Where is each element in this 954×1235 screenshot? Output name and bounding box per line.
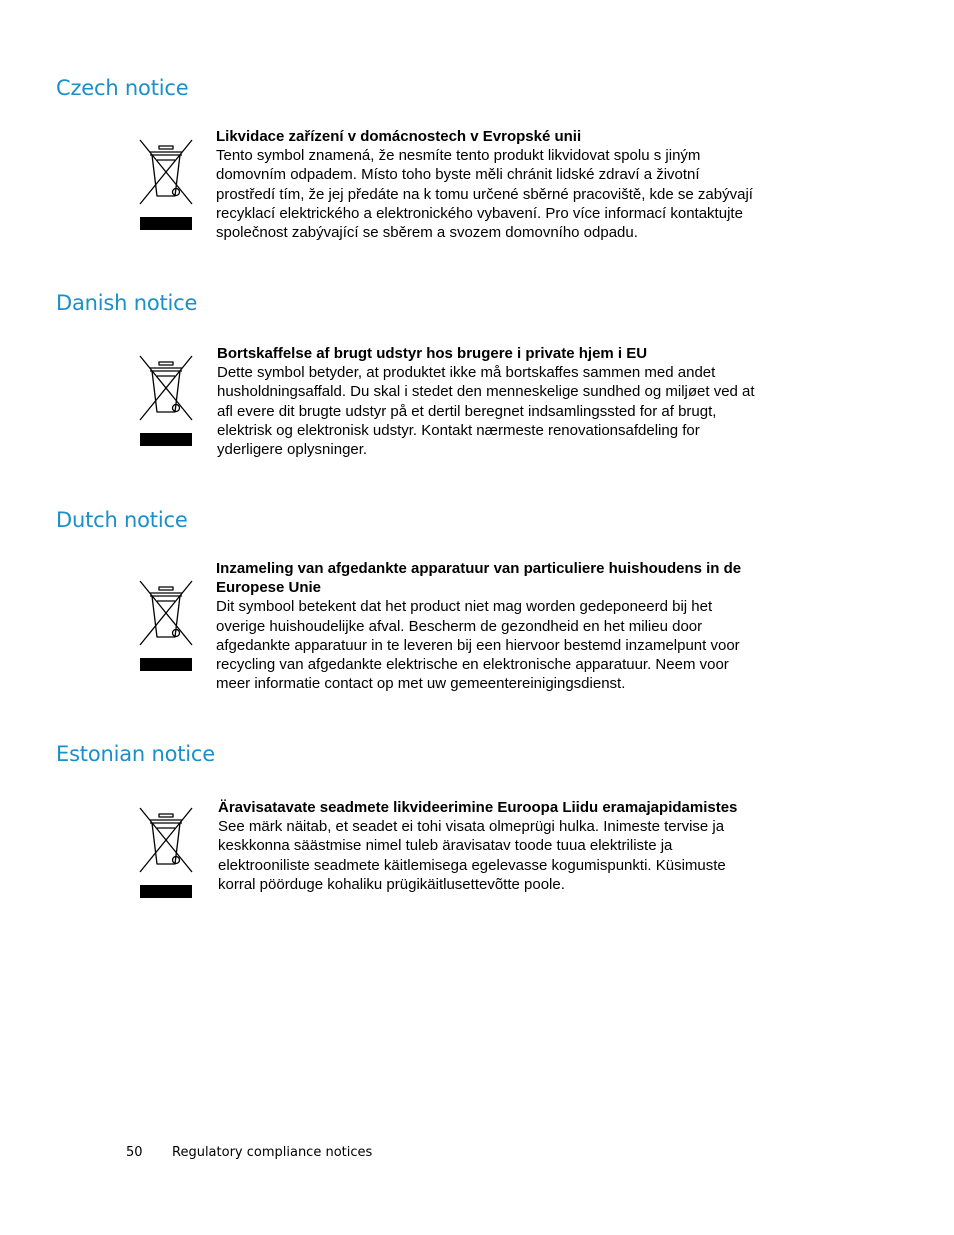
danish-notice-heading: Danish notice xyxy=(56,291,198,315)
crossed-out-wheelie-bin-icon xyxy=(138,354,194,422)
dutch-notice-title: Inzameling van afgedankte apparatuur van particuliere huishoudens in de Europese Unie xyxy=(216,560,742,597)
dutch-notice-heading: Dutch notice xyxy=(56,508,188,532)
estonian-notice-body: See märk näitab, et seadet ei tohi visata olmeprügi hulka. Inimeste tervise ja keskkonna säästmise nimel tuleb äravisatav toode tuua elektriliste ja elektrooniliste seadmete käitlemisega egelevasse kogumispunkti. Küsimuste korral pöörduge kohaliku prügikäitlusettevõtte poole. xyxy=(218,818,726,893)
weee-bar xyxy=(140,217,192,230)
estonian-notice-heading: Estonian notice xyxy=(56,742,215,766)
crossed-out-wheelie-bin-icon xyxy=(138,138,194,206)
weee-symbol xyxy=(138,354,194,449)
danish-notice-body: Dette symbol betyder, at produktet ikke må bortskaffes sammen med andet husholdningsaffald. Du skal i stedet den menneskelige sundhed og miljøet ved at afl evere dit brugte udstyr på et dertil beregnet indsamlingssted for af brugt, elektrisk og elektronisk udstyr. Kontakt nærmeste renovationsafdeling for yderligere oplysninger. xyxy=(217,364,755,459)
chapter-title: Regulatory compliance notices xyxy=(172,1145,373,1160)
weee-bar xyxy=(140,885,192,898)
crossed-out-wheelie-bin-icon xyxy=(138,806,194,874)
page-footer xyxy=(126,1145,372,1160)
estonian-notice xyxy=(218,798,758,894)
weee-bar xyxy=(140,433,192,446)
czech-notice-heading: Czech notice xyxy=(56,76,189,100)
dutch-notice-body: Dit symbool betekent dat het product niet mag worden gedeponeerd bij het overige huishoudelijke afval. Bescherm de gezondheid en het milieu door afgedankte apparatuur in te leveren bij een hiervoor bestemd inzamelpunt voor recycling van afgedankte elektrische en elektronische apparatuur. Neem voor meer informatie contact op met uw gemeentereinigingsdienst. xyxy=(216,598,740,693)
estonian-notice-title: Äravisatavate seadmete likvideerimine Euroopa Liidu eramajapidamistes xyxy=(218,799,738,816)
danish-notice-title: Bortskaffelse af brugt udstyr hos brugere i private hjem i EU xyxy=(217,345,648,362)
weee-symbol xyxy=(138,138,194,233)
crossed-out-wheelie-bin-icon xyxy=(138,579,194,647)
weee-bar xyxy=(140,658,192,671)
czech-notice-body: Tento symbol znamená, že nesmíte tento produkt likvidovat spolu s jiným domovním odpadem. Místo toho byste měli chránit lidské zdraví a životní prostředí tím, že jej předáte na k tomu určené sběrné pracoviště, kde se zabývají recyklací elektrického a elektronického vybavení. Pro více informací kontaktujte společnost zabývající se sběrem a svozem domovního odpadu. xyxy=(216,147,753,242)
czech-notice xyxy=(216,127,756,242)
czech-notice-title: Likvidace zařízení v domácnostech v Evropské unii xyxy=(216,128,582,145)
danish-notice xyxy=(217,344,757,459)
weee-symbol xyxy=(138,579,194,674)
dutch-notice xyxy=(216,559,756,693)
weee-symbol xyxy=(138,806,194,901)
page-number: 50 xyxy=(126,1145,143,1160)
